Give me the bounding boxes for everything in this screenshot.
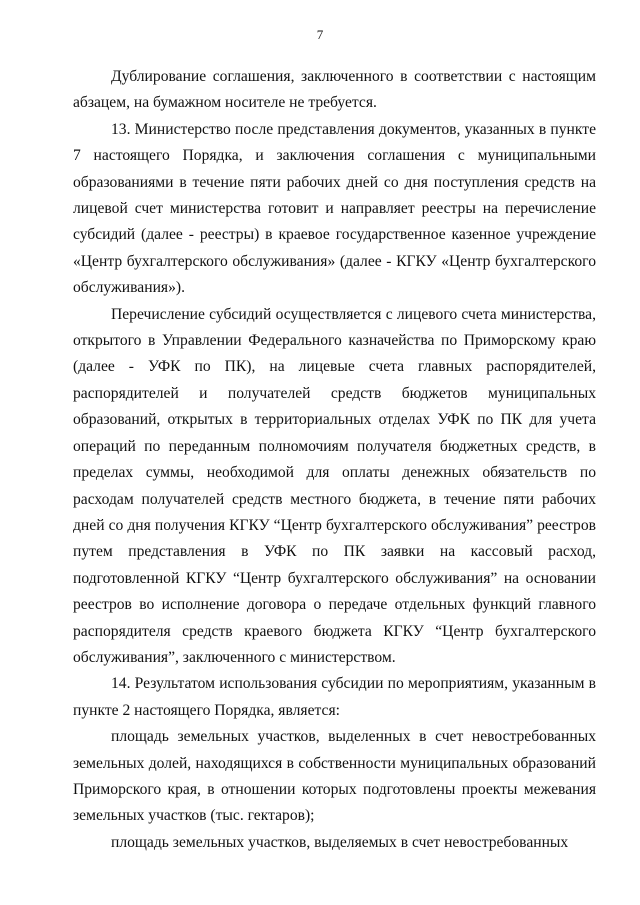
- paragraph-result-area-allocated: площадь земельных участков, выделенных в счет невостребованных земельных долей, находящихся в собственности муниципальных образований Приморского края, в отношении которых подготовлены проекты межевания земельных участков (тыс. гектаров);: [73, 728, 596, 825]
- page-number: 7: [316, 27, 324, 42]
- paragraph-item-14: 14. Результатом использования субсидии по мероприятиям, указанным в пункте 2 настоящего Порядка, является:: [73, 675, 596, 719]
- paragraph-result-area-allocating: площадь земельных участков, выделяемых в счет невостребованных: [111, 833, 569, 851]
- paragraph-subsidy-transfer: Перечисление субсидий осуществляется с лицевого счета министерства, открытого в Управлении Федерального казначейства по Приморскому краю (далее - УФК по ПК), на лицевые счета главных распорядителей, распорядителей и получателей средств бюджетов муниципальных образований, открытых в территориальных отделах УФК по ПК для учета операций по переданным полномочиям получателя бюджетных средств, в пределах суммы, необходимой для оплаты денежных обязательств по расходам получателей средств местного бюджета, в течение пяти рабочих дней со дня получения КГКУ “Центр бухгалтерского обслуживания” реестров путем представления в УФК по ПК заявки на кассовый расход, подготовленной КГКУ “Центр бухгалтерского обслуживания” на основании реестров во исполнение договора о передаче отдельных функций главного распорядителя средств краевого бюджета КГКУ “Центр бухгалтерского обслуживания”, заключенного с министерством.: [73, 305, 596, 666]
- paragraph-item-13: 13. Министерство после представления документов, указанных в пункте 7 настоящего Порядка, и заключения соглашения с муниципальными образованиями в течение пяти рабочих дней со дня поступления средств на лицевой счет министерства готовит и направляет реестры на перечисление субсидий (далее - реестры) в краевое государственное казенное учреждение «Центр бухгалтерского обслуживания» (далее - КГКУ «Центр бухгалтерского обслуживания»).: [73, 120, 596, 297]
- document-body: [73, 64, 596, 856]
- paragraph-duplication-note: Дублирование соглашения, заключенного в соответствии с настоящим абзацем, на бумажном носителе не требуется.: [73, 68, 596, 112]
